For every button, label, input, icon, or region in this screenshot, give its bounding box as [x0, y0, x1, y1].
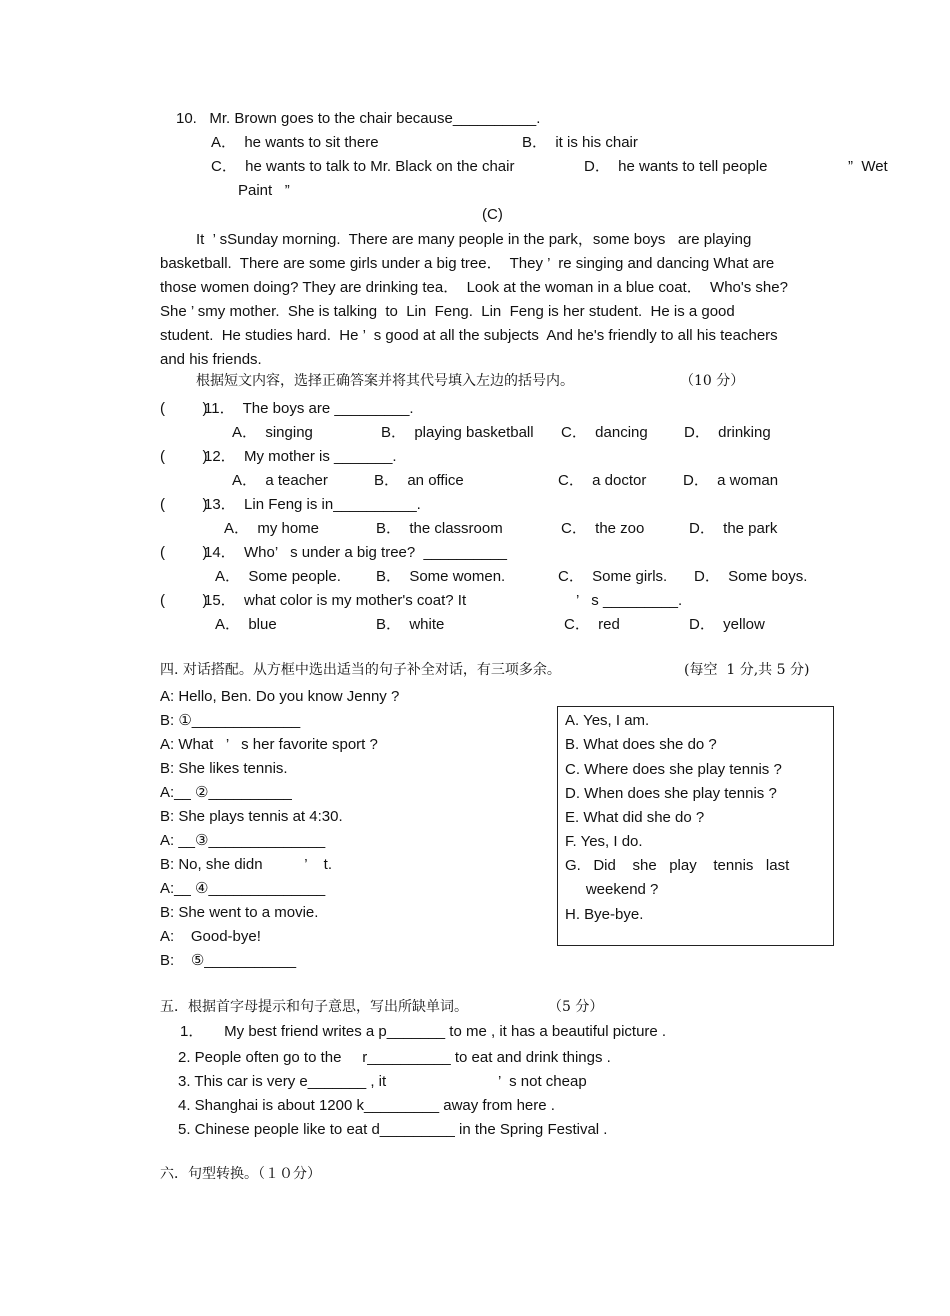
q10-option-d: D． he wants to tell people — [584, 158, 768, 175]
answer-bracket[interactable]: ( ) — [160, 448, 208, 465]
choice-item: E. What did she do ? — [565, 809, 705, 826]
option-d: D． Some boys. — [694, 568, 808, 585]
option-b: B． an office — [374, 472, 464, 489]
option-a: A． singing — [232, 424, 313, 441]
option-b: B． Some women. — [376, 568, 506, 585]
option-c: C． a doctor — [558, 472, 647, 489]
fill-item[interactable]: 2. People often go to the r__________ to eat and drink things . — [178, 1049, 611, 1066]
q10-option-a: A． he wants to sit there — [211, 134, 379, 151]
section-c-instruction: 根据短文内容，选择正确答案并将其代号填入左边的括号内。 — [196, 373, 574, 389]
question-stem: 12． My mother is _______. — [204, 448, 397, 465]
choice-item: B. What does she do ? — [565, 736, 717, 753]
question-stem: 11． The boys are _________. — [204, 400, 414, 417]
choice-item: G. Did she play tennis last — [565, 857, 790, 874]
q10-stem: 10. Mr. Brown goes to the chair because__________. — [176, 110, 541, 127]
dialogue-line: A: Good-bye! — [160, 928, 261, 945]
section-4-title: 四. 对话搭配。从方框中选出适当的句子补全对话，有三项多余。 — [160, 662, 561, 678]
dialogue-line[interactable]: B: ①_____________ — [160, 712, 301, 729]
answer-bracket[interactable]: ( ) — [160, 592, 208, 609]
section-5-title: 五．根据首字母提示和句子意思，写出所缺单词。 — [160, 999, 468, 1015]
passage-line: student. He studies hard. He ’ s good at all the subjects And he's friendly to all his teachers — [160, 327, 778, 344]
question-stem: 14． Who’ s under a big tree? __________ — [204, 544, 507, 561]
passage-line: and his friends. — [160, 351, 262, 368]
option-a: A． blue — [215, 616, 277, 633]
fill-item-tail: ’ s not cheap — [498, 1073, 587, 1090]
passage-line: those women doing? They are drinking tea． Look at the woman in a blue coat． Who's she? — [160, 279, 788, 296]
option-d: D． yellow — [689, 616, 765, 633]
choice-item: C. Where does she play tennis ? — [565, 761, 782, 778]
option-c: C． dancing — [561, 424, 648, 441]
section-5-points: （5 分） — [548, 999, 604, 1015]
choice-item: F. Yes, I do. — [565, 833, 643, 850]
option-a: A． my home — [224, 520, 320, 537]
answer-bracket[interactable]: ( ) — [160, 400, 208, 417]
option-b: B． playing basketball — [381, 424, 534, 441]
choice-item: H. Bye-bye. — [565, 906, 644, 923]
passage-line: basketball. There are some girls under a big tree． They ’ re singing and dancing What are — [160, 255, 775, 272]
dialogue-line[interactable]: B: ⑤___________ — [160, 952, 297, 969]
section-c-heading: (C) — [482, 206, 503, 223]
section-c-points: （10 分） — [680, 373, 745, 389]
fill-item[interactable]: 5. Chinese people like to eat d_________ in the Spring Festival . — [178, 1121, 608, 1138]
passage-line: She ’ smy mother. She is talking to Lin Feng. Lin Feng is her student. He is a good — [160, 303, 735, 320]
choice-item: A. Yes, I am. — [565, 712, 650, 729]
question-stem: 15． what color is my mother's coat? It — [204, 592, 467, 609]
dialogue-line[interactable]: A:__ ④______________ — [160, 880, 326, 897]
dialogue-line[interactable]: A:__ ②__________ — [160, 784, 292, 801]
option-a: A． a teacher — [232, 472, 328, 489]
question-stem: 13． Lin Feng is in__________. — [204, 496, 421, 513]
section-6-title: 六．句型转换。（１０分） — [160, 1166, 321, 1182]
option-c: C． red — [564, 616, 620, 633]
dialogue-line: A: What ’ s her favorite sport ? — [160, 736, 378, 753]
choice-item: weekend ? — [565, 881, 659, 898]
dialogue-line[interactable]: A: __③______________ — [160, 832, 326, 849]
dialogue-line: B: She likes tennis. — [160, 760, 288, 777]
q10-option-d-quote: ” Wet — [848, 158, 888, 175]
option-d: D． a woman — [683, 472, 779, 489]
answer-bracket[interactable]: ( ) — [160, 544, 208, 561]
q10-option-c: C． he wants to talk to Mr. Black on the chair — [211, 158, 515, 175]
fill-item[interactable]: 3. This car is very e_______ , it — [178, 1073, 387, 1090]
dialogue-line: A: Hello, Ben. Do you know Jenny ? — [160, 688, 400, 705]
q10-option-d-continued: Paint ” — [238, 182, 290, 199]
section-4-points: (每空 1 分,共 5 分) — [684, 662, 810, 678]
option-c: C． Some girls. — [558, 568, 668, 585]
dialogue-line: B: She went to a movie. — [160, 904, 319, 921]
option-c: C． the zoo — [561, 520, 645, 537]
option-b: B． the classroom — [376, 520, 503, 537]
choice-item: D. When does she play tennis ? — [565, 785, 777, 802]
fill-item[interactable]: 4. Shanghai is about 1200 k_________ away from here . — [178, 1097, 555, 1114]
dialogue-line: B: She plays tennis at 4:30. — [160, 808, 343, 825]
dialogue-line: B: No, she didn ’ t. — [160, 856, 333, 873]
answer-bracket[interactable]: ( ) — [160, 496, 208, 513]
question-stem-tail: ’ s _________. — [576, 592, 683, 609]
option-b: B． white — [376, 616, 445, 633]
passage-line: It ’ sSunday morning. There are many people in the park，some boys are playing — [196, 231, 752, 248]
option-d: D． the park — [689, 520, 778, 537]
q10-option-b: B． it is his chair — [522, 134, 638, 151]
option-d: D． drinking — [684, 424, 771, 441]
fill-item[interactable]: 1． My best friend writes a p_______ to me , it has a beautiful picture . — [180, 1023, 667, 1040]
option-a: A． Some people. — [215, 568, 341, 585]
